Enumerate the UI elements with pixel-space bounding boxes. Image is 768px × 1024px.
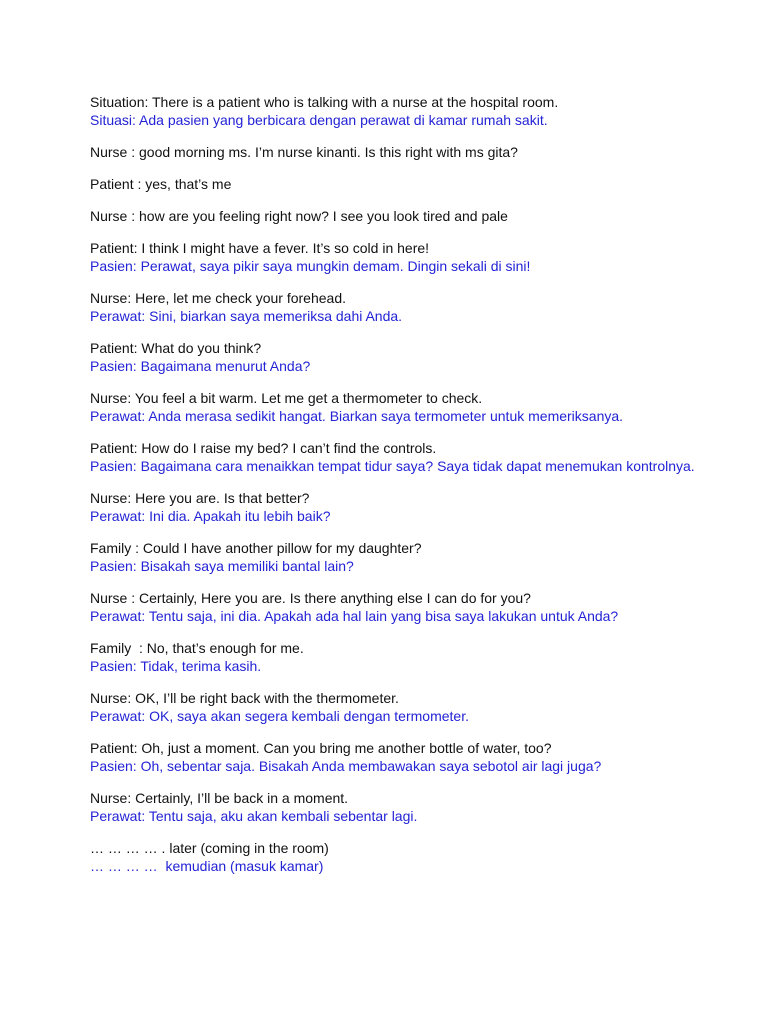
dialogue-block xyxy=(90,739,730,775)
english-line: Patient: I think I might have a fever. It’s so cold in here! xyxy=(90,240,430,256)
english-line: … … … … . later (coming in the room) xyxy=(90,840,329,856)
dialogue-block xyxy=(90,389,730,425)
dialogue-block xyxy=(90,639,730,675)
english-line: Nurse: OK, I’ll be right back with the thermometer. xyxy=(90,690,399,706)
dialogue-block xyxy=(90,589,730,625)
dialogue-block xyxy=(90,175,730,193)
english-line: Nurse: Here you are. Is that better? xyxy=(90,490,310,506)
indonesian-line: Pasien: Tidak, terima kasih. xyxy=(90,658,262,674)
indonesian-line: Pasien: Bagaimana cara menaikkan tempat tidur saya? Saya tidak dapat menemukan kontrolnya. xyxy=(90,458,695,474)
indonesian-line: Perawat: Anda merasa sedikit hangat. Biarkan saya termometer untuk memeriksanya. xyxy=(90,408,624,424)
indonesian-line: Situasi: Ada pasien yang berbicara dengan perawat di kamar rumah sakit. xyxy=(90,112,548,128)
dialogue-document xyxy=(90,93,730,889)
english-line: Patient: Oh, just a moment. Can you bring me another bottle of water, too? xyxy=(90,740,552,756)
dialogue-block xyxy=(90,489,730,525)
english-line: Nurse : good morning ms. I’m nurse kinanti. Is this right with ms gita? xyxy=(90,144,518,160)
indonesian-line: Pasien: Perawat, saya pikir saya mungkin demam. Dingin sekali di sini! xyxy=(90,258,531,274)
english-line: Nurse : Certainly, Here you are. Is there anything else I can do for you? xyxy=(90,590,531,606)
english-line: Patient: How do I raise my bed? I can’t find the controls. xyxy=(90,440,437,456)
dialogue-block xyxy=(90,689,730,725)
dialogue-block xyxy=(90,207,730,225)
dialogue-block xyxy=(90,143,730,161)
indonesian-line: Pasien: Bagaimana menurut Anda? xyxy=(90,358,311,374)
indonesian-line: … … … … kemudian (masuk kamar) xyxy=(90,858,324,874)
situation-block xyxy=(90,93,730,129)
indonesian-line: Perawat: Sini, biarkan saya memeriksa dahi Anda. xyxy=(90,308,403,324)
indonesian-line: Perawat: Ini dia. Apakah itu lebih baik? xyxy=(90,508,331,524)
dialogue-block xyxy=(90,789,730,825)
english-line: Family : Could I have another pillow for my daughter? xyxy=(90,540,422,556)
english-line: Nurse: Certainly, I’ll be back in a moment. xyxy=(90,790,349,806)
indonesian-line: Perawat: Tentu saja, aku akan kembali sebentar lagi. xyxy=(90,808,418,824)
dialogue-block xyxy=(90,289,730,325)
english-line: Nurse : how are you feeling right now? I see you look tired and pale xyxy=(90,208,508,224)
english-line: Nurse: Here, let me check your forehead. xyxy=(90,290,347,306)
dialogue-block xyxy=(90,539,730,575)
dialogue-block xyxy=(90,239,730,275)
indonesian-line: Pasien: Oh, sebentar saja. Bisakah Anda membawakan saya sebotol air lagi juga? xyxy=(90,758,602,774)
english-line: Patient : yes, that’s me xyxy=(90,176,232,192)
dialogue-block xyxy=(90,439,730,475)
scene-transition-block xyxy=(90,839,730,875)
dialogue-block xyxy=(90,339,730,375)
indonesian-line: Pasien: Bisakah saya memiliki bantal lain? xyxy=(90,558,354,574)
english-line: Situation: There is a patient who is talking with a nurse at the hospital room. xyxy=(90,94,559,110)
indonesian-line: Perawat: Tentu saja, ini dia. Apakah ada hal lain yang bisa saya lakukan untuk Anda? xyxy=(90,608,619,624)
english-line: Patient: What do you think? xyxy=(90,340,262,356)
english-line: Family : No, that’s enough for me. xyxy=(90,640,304,656)
indonesian-line: Perawat: OK, saya akan segera kembali dengan termometer. xyxy=(90,708,469,724)
english-line: Nurse: You feel a bit warm. Let me get a thermometer to check. xyxy=(90,390,483,406)
